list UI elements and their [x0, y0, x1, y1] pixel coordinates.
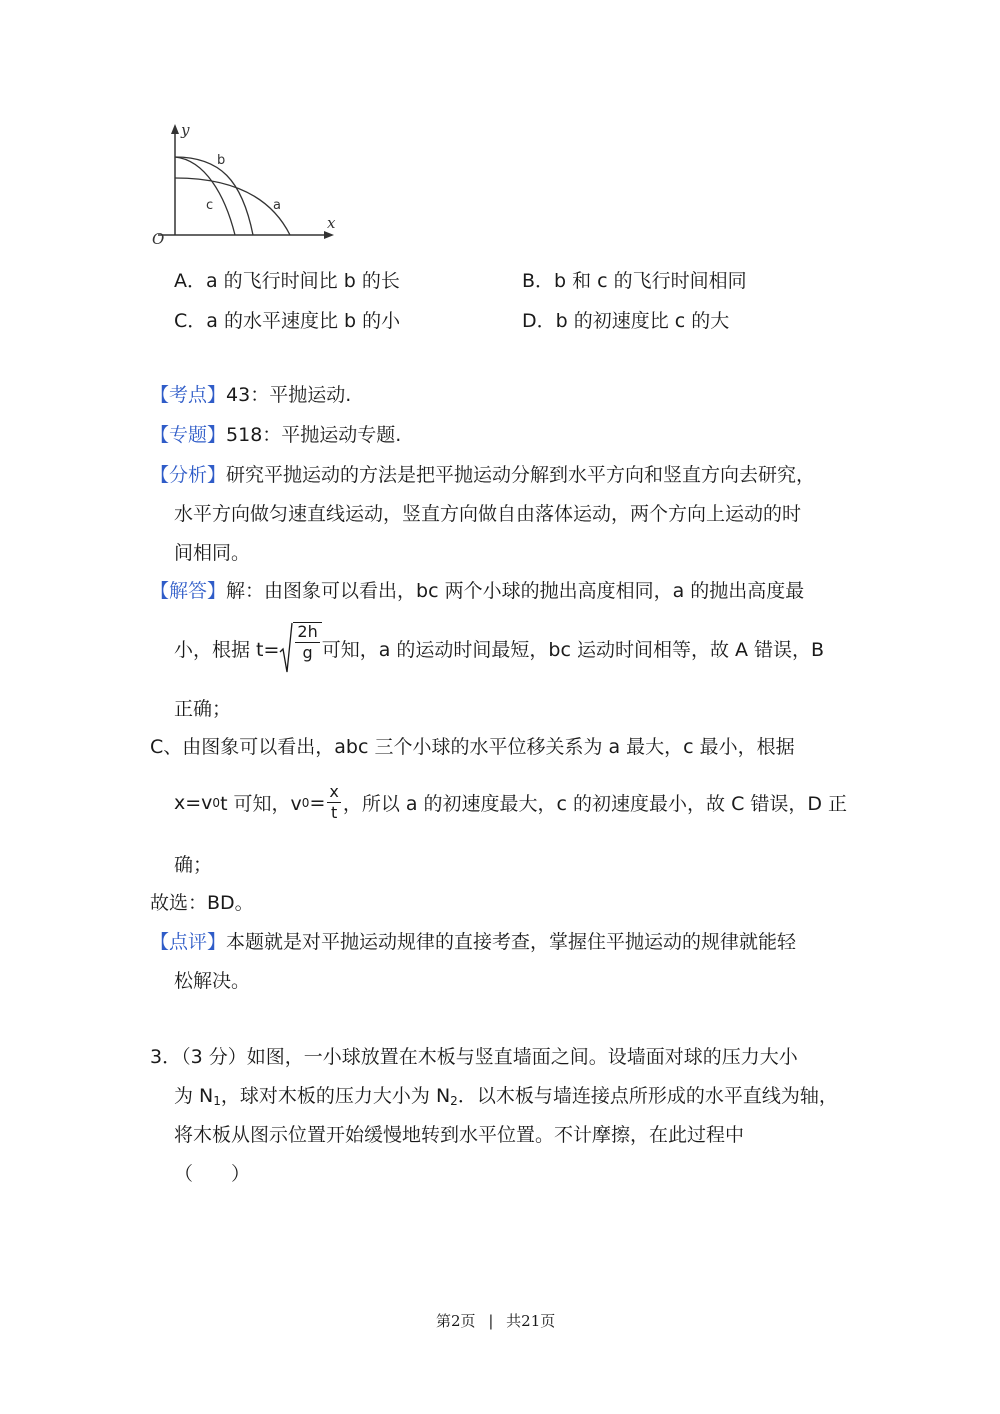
x-axis-arrow-icon [324, 231, 334, 239]
page-total: 共21页 [506, 1312, 556, 1330]
jieda-row [150, 576, 804, 603]
jieda-line2 [174, 622, 824, 674]
c-line2-sub1: 0 [212, 795, 221, 810]
jieda-line1: 解：由图象可以看出，bc 两个小球的抛出高度相同，a 的抛出高度最 [226, 580, 805, 602]
dianping-row [150, 927, 796, 954]
kaodian-text: 43：平抛运动. [226, 384, 352, 406]
option-d: D．b 的初速度比 c 的大 [522, 310, 730, 332]
frac-numerator: x [329, 782, 339, 801]
curve-b-label: b [217, 153, 226, 168]
curve-b [175, 157, 253, 235]
jieda-line3: 正确； [174, 698, 232, 720]
trajectory-figure [150, 120, 350, 250]
velocity-fraction [327, 784, 340, 821]
kaodian-label: 【考点】 [150, 384, 227, 406]
c-line2-eq: = [309, 791, 326, 814]
fenxi-row [150, 460, 815, 487]
page-number: 第2页 [436, 1312, 476, 1330]
jieda-line2-post: 可知，a 的运动时间最短，bc 运动时间相等，故 A 错误，B [321, 638, 825, 661]
q3-answer-blank: （ ） [174, 1163, 251, 1185]
dianping-line2: 松解决。 [174, 970, 251, 992]
q3-line1: 3．（3 分）如图，一小球放置在木板与竖直墙面之间。设墙面对球的压力大小 [150, 1046, 798, 1068]
c-line2-sub2: 0 [301, 795, 310, 810]
jieda-line2-pre: 小，根据 t= [174, 638, 280, 661]
zhuanti-text: 518：平抛运动专题. [226, 424, 402, 446]
sqrt-numerator: 2h [297, 622, 318, 641]
option-c: C．a 的水平速度比 b 的小 [174, 310, 401, 332]
c-line2-a: x=v [174, 791, 213, 814]
y-axis-arrow-icon [171, 124, 179, 134]
q3-line2 [174, 1081, 838, 1108]
x-axis-label: x [327, 214, 336, 232]
q3-line2-sub1: 1 [213, 1094, 221, 1108]
c-line2-post: ，所以 a 的初速度最大，c 的初速度最小，故 C 错误，D 正 [342, 793, 848, 815]
page-footer [436, 1310, 555, 1331]
sqrt-sign-icon [279, 622, 293, 674]
guxuan-line: 故选：BD。 [150, 892, 254, 914]
sqrt-denominator: g [302, 643, 313, 662]
sqrt-formula [279, 622, 321, 674]
frac-denominator: t [330, 803, 338, 822]
zhuanti-label: 【专题】 [150, 424, 227, 446]
zhuanti-row [150, 420, 401, 447]
option-b: B．b 和 c 的飞行时间相同 [522, 270, 747, 292]
curve-c-label: c [206, 198, 214, 213]
c-line2-b: t 可知，v [220, 793, 302, 815]
fenxi-line3: 间相同。 [174, 542, 251, 564]
fenxi-line2: 水平方向做匀速直线运动，竖直方向做自由落体运动，两个方向上运动的时 [174, 503, 802, 525]
c-line1: C、由图象可以看出，abc 三个小球的水平位移关系为 a 最大，c 最小，根据 [150, 736, 795, 758]
fenxi-label: 【分析】 [150, 464, 227, 486]
origin-label: O [152, 230, 165, 245]
c-line3: 确； [174, 854, 213, 876]
q3-line2-b: ，球对木板的压力大小为 N [220, 1085, 451, 1107]
q3-line3: 将木板从图示位置开始缓慢地转到水平位置。不计摩擦，在此过程中 [174, 1124, 745, 1146]
y-axis-label: y [181, 121, 190, 139]
option-a: A．a 的飞行时间比 b 的长 [174, 270, 400, 292]
fenxi-line1: 研究平抛运动的方法是把平抛运动分解到水平方向和竖直方向去研究， [226, 464, 816, 486]
curve-c [175, 157, 235, 235]
dianping-line1: 本题就是对平抛运动规律的直接考查，掌握住平抛运动的规律就能轻 [226, 931, 797, 953]
footer-separator: | [488, 1312, 494, 1330]
dianping-label: 【点评】 [150, 931, 227, 953]
curve-a-label: a [273, 198, 281, 213]
q3-line2-sub2: 2 [450, 1094, 458, 1108]
c-line2 [174, 784, 847, 821]
kaodian-row [150, 380, 351, 407]
jieda-label: 【解答】 [150, 580, 227, 602]
q3-line2-c: ．以木板与墙连接点所形成的水平直线为轴， [457, 1085, 838, 1107]
q3-line2-a: 为 N [174, 1085, 214, 1107]
